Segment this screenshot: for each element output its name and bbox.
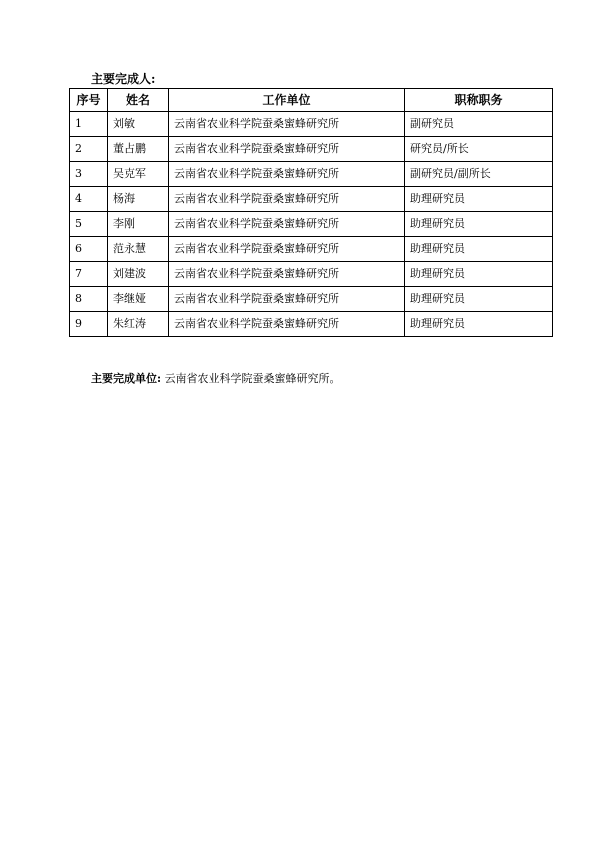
cell-name: 李继娅 [108,287,169,312]
cell-index: 9 [70,312,108,337]
cell-work-unit: 云南省农业科学院蚕桑蜜蜂研究所 [169,262,405,287]
members-heading: 主要完成人: [91,72,156,86]
completing-unit-value: 云南省农业科学院蚕桑蜜蜂研究所。 [164,372,341,385]
cell-index: 5 [70,212,108,237]
members-table [69,88,553,337]
cell-index: 2 [70,137,108,162]
table-row [70,212,553,237]
table-row [70,312,553,337]
cell-name: 刘敏 [108,112,169,137]
cell-work-unit: 云南省农业科学院蚕桑蜜蜂研究所 [169,212,405,237]
header-index: 序号 [70,89,108,112]
table-row [70,287,553,312]
cell-title: 助理研究员 [405,187,553,212]
cell-title: 研究员/所长 [405,137,553,162]
cell-title: 助理研究员 [405,287,553,312]
cell-work-unit: 云南省农业科学院蚕桑蜜蜂研究所 [169,187,405,212]
cell-index: 7 [70,262,108,287]
cell-name: 董占鹏 [108,137,169,162]
table-row [70,187,553,212]
header-title: 职称职务 [405,89,553,112]
cell-title: 助理研究员 [405,312,553,337]
cell-work-unit: 云南省农业科学院蚕桑蜜蜂研究所 [169,137,405,162]
cell-index: 4 [70,187,108,212]
cell-work-unit: 云南省农业科学院蚕桑蜜蜂研究所 [169,287,405,312]
cell-index: 3 [70,162,108,187]
cell-work-unit: 云南省农业科学院蚕桑蜜蜂研究所 [169,162,405,187]
cell-name: 吴克军 [108,162,169,187]
cell-title: 助理研究员 [405,237,553,262]
table-row [70,162,553,187]
header-work-unit: 工作单位 [169,89,405,112]
table-row [70,262,553,287]
completing-unit-line [91,372,341,386]
cell-index: 6 [70,237,108,262]
cell-name: 李刚 [108,212,169,237]
cell-title: 助理研究员 [405,212,553,237]
cell-index: 1 [70,112,108,137]
table-row [70,237,553,262]
cell-work-unit: 云南省农业科学院蚕桑蜜蜂研究所 [169,112,405,137]
cell-title: 助理研究员 [405,262,553,287]
cell-index: 8 [70,287,108,312]
table-row [70,137,553,162]
cell-title: 副研究员 [405,112,553,137]
cell-name: 朱红涛 [108,312,169,337]
completing-unit-label: 主要完成单位: [91,372,162,385]
cell-title: 副研究员/副所长 [405,162,553,187]
table-row [70,112,553,137]
cell-name: 刘建波 [108,262,169,287]
header-name: 姓名 [108,89,169,112]
cell-work-unit: 云南省农业科学院蚕桑蜜蜂研究所 [169,312,405,337]
table-header-row [70,89,553,112]
cell-name: 杨海 [108,187,169,212]
cell-name: 范永慧 [108,237,169,262]
cell-work-unit: 云南省农业科学院蚕桑蜜蜂研究所 [169,237,405,262]
